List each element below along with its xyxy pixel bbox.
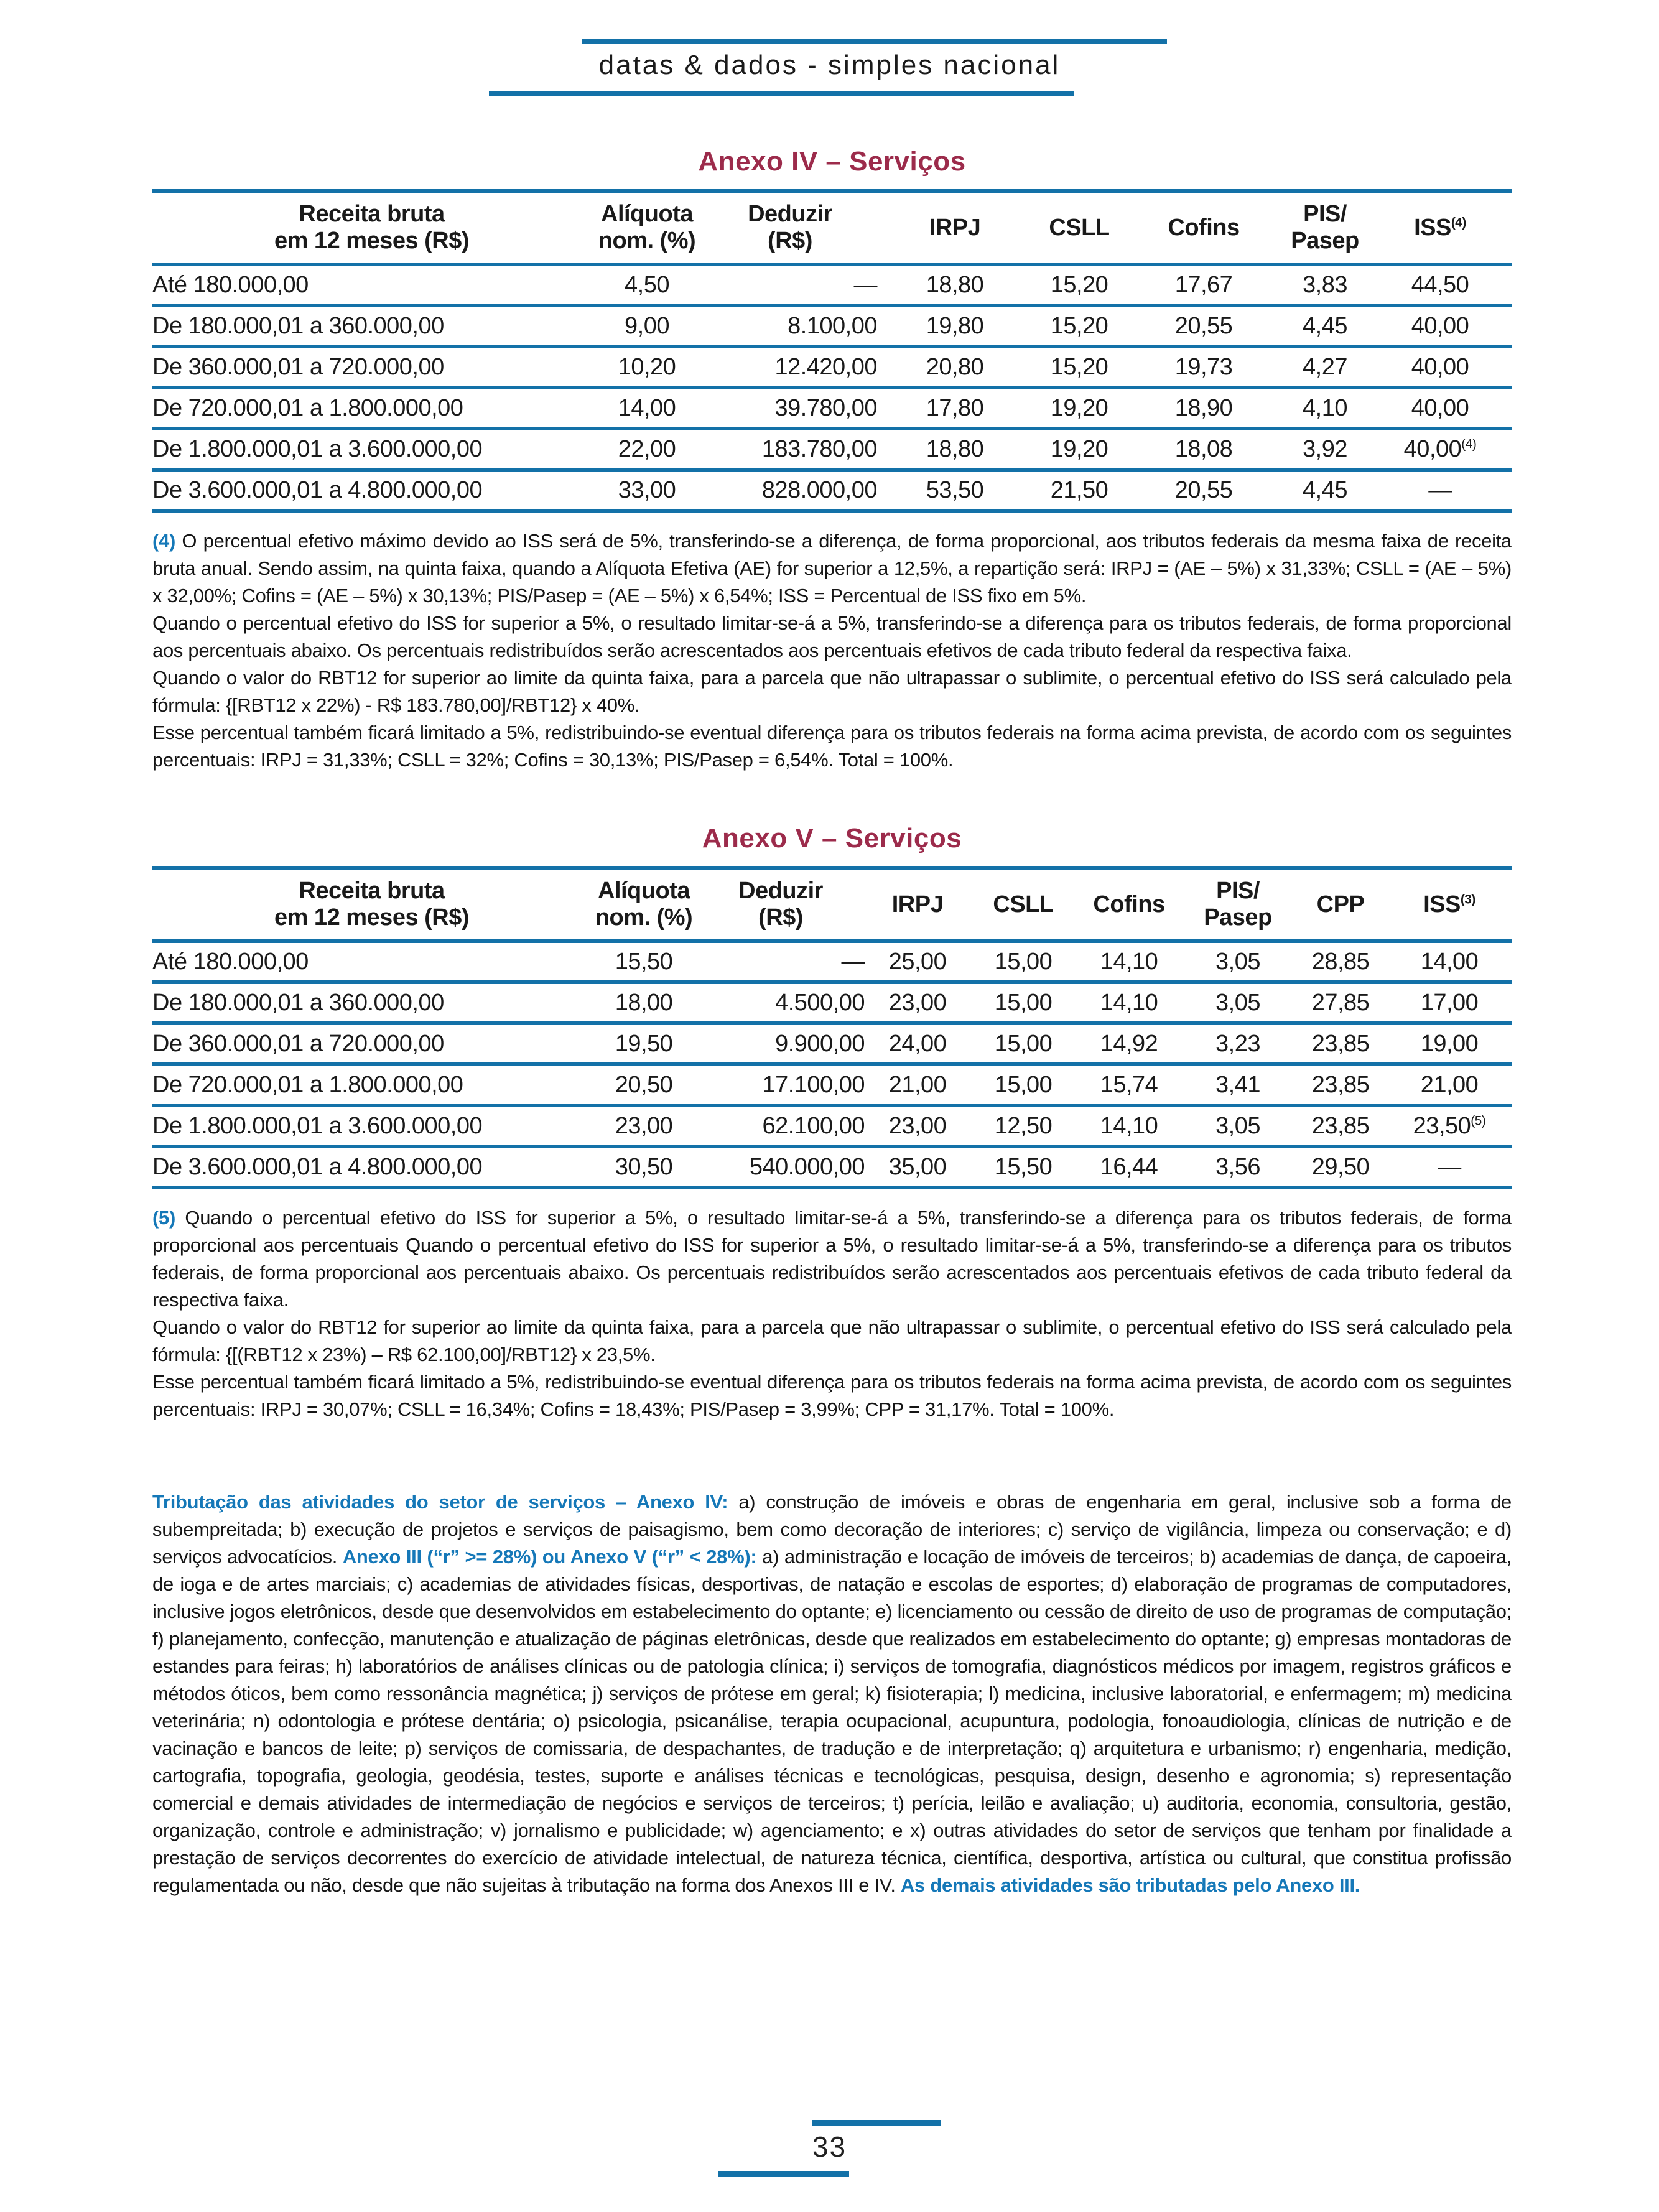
footnote-paragraph: Quando o valor do RBT12 for superior ao limite da quinta faixa, para a parcela que não ultrapassar o sublimite, o percentual efetivo do ISS será calculado pela fórmula: {[(RBT12 x 23%) – R$ 62.100,00]/RBT12} x 23,5%. (152, 1316, 1512, 1365)
activities-lead: Anexo III (“r” >= 28%) ou Anexo V (“r” < 28%): (342, 1546, 763, 1568)
table-row (152, 941, 1512, 982)
table-cell: 27,85 (1311, 989, 1370, 1016)
table-cell: 40,00 (1411, 394, 1469, 421)
table-cell: 15,20 (1050, 312, 1108, 339)
table-cell: 20,55 (1174, 312, 1233, 339)
table-cell: 20,50 (615, 1071, 673, 1098)
table-cell: 23,85 (1311, 1030, 1370, 1057)
table-cell: 14,00 (1420, 948, 1479, 975)
table-cell: 23,00 (888, 989, 947, 1016)
column-header: CPP (1316, 891, 1365, 918)
footnote-paragraph: Quando o percentual efetivo do ISS for superior a 5%, o resultado limitar-se-á a 5%, transferindo-se a diferença para os tributos federais, de forma proporcional aos percentuais abaixo. Os percentuais redistribuídos serão acrescentados aos percentuais efetivos de cada tributo federal da respectiva faixa. (152, 612, 1512, 661)
column-header: ISS$^{(3)}$ (1423, 891, 1475, 918)
table-cell: 4.500,00 (775, 989, 865, 1016)
footnote-reference: (3) (1460, 892, 1475, 907)
table-cell: 18,80 (926, 435, 984, 462)
table-cell: De 720.000,01 a 1.800.000,00 (152, 394, 463, 421)
table-cell: 16,44 (1100, 1153, 1158, 1180)
footnote-paragraph: (4) O percentual efetivo máximo devido ao ISS será de 5%, transferindo-se a diferença, de forma proporcional, aos tributos federais da mesma faixa de receita bruta anual. Sendo assim, na quinta faixa, quando a Alíquota Efetiva (AE) for superior a 12,5%, a repartição será: IRPJ = (AE – 5%) x 31,33%; CSLL = (AE – 5%) x 32,00%; Cofins = (AE – 5%) x 30,13%; PIS/Pasep = (AE – 5%) x 6,54%; ISS = Percentual de ISS fixo em 5%. (152, 530, 1512, 606)
table-row (152, 470, 1512, 511)
table-cell: 14,10 (1100, 1112, 1158, 1139)
table-cell: 15,20 (1050, 353, 1108, 380)
header-rule-top (582, 39, 1167, 44)
table-cell: 19,73 (1174, 353, 1233, 380)
table-cell: 3,05 (1215, 948, 1260, 975)
table-cell: 540.000,00 (749, 1153, 865, 1180)
table-cell: De 720.000,01 a 1.800.000,00 (152, 1071, 463, 1098)
table-cell: 17,00 (1420, 989, 1479, 1016)
header-row (152, 191, 1512, 264)
table-cell: De 3.600.000,01 a 4.800.000,00 (152, 1153, 483, 1180)
table-cell: De 360.000,01 a 720.000,00 (152, 353, 444, 380)
table-row (152, 264, 1512, 305)
footnote-paragraph: (5) Quando o percentual efetivo do ISS for superior a 5%, o resultado limitar-se-á a 5%, transferindo-se a diferença para os tributos federais, de forma proporcional aos percentuais Quando o percentual efetivo do ISS for superior a 5%, o resultado limitar-se-á a 5%, transferindo-se a diferença para os tributos federais, de forma proporcional aos percentuais abaixo. Os percentuais redistribuídos serão acrescentados aos percentuais efetivos de cada tributo federal da respectiva faixa. (152, 1207, 1512, 1311)
table-cell: 12,50 (994, 1112, 1053, 1139)
table-cell: 21,00 (888, 1071, 947, 1098)
section-anexo-v (152, 824, 1512, 1423)
table-cell: 14,10 (1100, 989, 1158, 1016)
table-row (152, 1023, 1512, 1064)
table-cell: 3,41 (1215, 1071, 1260, 1098)
table-cell: 18,00 (615, 989, 673, 1016)
table-cell: 40,00 (1411, 312, 1469, 339)
header-row (152, 868, 1512, 941)
table-cell: 4,10 (1303, 394, 1347, 421)
table-cell: 22,00 (618, 435, 676, 462)
table-cell: 4,45 (1303, 476, 1347, 503)
column-header: PIS/ Pasep (1291, 201, 1359, 254)
table-cell: 18,90 (1174, 394, 1233, 421)
table-cell: 15,00 (994, 948, 1053, 975)
table-row (152, 429, 1512, 470)
footer-rule-bottom (718, 2171, 849, 2177)
table-cell: 3,23 (1215, 1030, 1260, 1057)
table-cell: 17.100,00 (762, 1071, 865, 1098)
table-cell: 23,85 (1311, 1071, 1370, 1098)
footnote-paragraph: Esse percentual também ficará limitado a 5%, redistribuindo-se eventual diferença para os tributos federais na forma acima prevista, de acordo com os seguintes percentuais: IRPJ = 31,33%; CSLL = 32%; Cofins = 30,13%; PIS/Pasep = 6,54%. Total = 100%. (152, 722, 1512, 771)
table-cell: 21,00 (1420, 1071, 1479, 1098)
table-cell: 53,50 (926, 476, 984, 503)
table-row (152, 1146, 1512, 1187)
column-header: Receita bruta em 12 meses (R$) (274, 878, 470, 931)
anexo-v-title: Anexo V – Serviços (702, 823, 962, 853)
table-cell: 3,83 (1303, 271, 1347, 298)
table-cell: 14,10 (1100, 948, 1158, 975)
table-row (152, 982, 1512, 1023)
column-header: Cofins (1093, 891, 1165, 918)
table-cell: 15,00 (994, 989, 1053, 1016)
table-cell: 3,05 (1215, 1112, 1260, 1139)
table-cell: 28,85 (1311, 948, 1370, 975)
table-cell: 23,00 (888, 1112, 947, 1139)
table-cell: 39.780,00 (774, 394, 877, 421)
table-cell: 14,92 (1100, 1030, 1158, 1057)
footnote-reference: (5) (1471, 1113, 1486, 1128)
table-cell: 3,05 (1215, 989, 1260, 1016)
anexo-iv-title: Anexo IV – Serviços (698, 146, 966, 177)
table-row (152, 1105, 1512, 1146)
column-header: Alíquota nom. (%) (595, 878, 693, 931)
table-cell: De 3.600.000,01 a 4.800.000,00 (152, 476, 483, 503)
table-cell: 15,00 (994, 1071, 1053, 1098)
table-cell: 40,00$^{(4)}$ (1403, 435, 1477, 462)
anexo-v-footnote (152, 1204, 1512, 1423)
table-cell: 15,20 (1050, 271, 1108, 298)
table-cell: 29,50 (1311, 1153, 1370, 1180)
table-cell: 4,50 (625, 271, 669, 298)
table-cell: 19,50 (615, 1030, 673, 1057)
activities-lead: As demais atividades são tributadas pelo Anexo III. (900, 1874, 1360, 1896)
column-header: ISS$^{(4)}$ (1414, 214, 1466, 241)
activities-paragraph (152, 1489, 1512, 1899)
header-rule-bottom (489, 91, 1074, 96)
table-cell: Até 180.000,00 (152, 271, 309, 298)
anexo-iv-footnote (152, 527, 1512, 774)
table-cell: 15,50 (615, 948, 673, 975)
table-cell: De 360.000,01 a 720.000,00 (152, 1030, 444, 1057)
table-row (152, 346, 1512, 388)
table-cell: 19,80 (926, 312, 984, 339)
table-cell: De 180.000,01 a 360.000,00 (152, 989, 444, 1016)
table-cell: 33,00 (618, 476, 676, 503)
table-cell: 4,45 (1303, 312, 1347, 339)
table-cell: 20,55 (1174, 476, 1233, 503)
table-cell: 20,80 (926, 353, 984, 380)
table-cell: 3,56 (1215, 1153, 1260, 1180)
activities-lead: Tributação das atividades do setor de serviços – Anexo IV: (152, 1491, 739, 1513)
column-header: PIS/ Pasep (1204, 878, 1272, 931)
table-cell: 44,50 (1411, 271, 1469, 298)
table-cell: 23,50$^{(5)}$ (1413, 1112, 1486, 1139)
table-row (152, 1064, 1512, 1105)
table-cell: 24,00 (888, 1030, 947, 1057)
footnote-marker: (4) (152, 530, 182, 552)
column-header: CSLL (993, 891, 1054, 918)
page-number: 33 (812, 2131, 847, 2163)
table-cell: 18,80 (926, 271, 984, 298)
table-cell: 9,00 (625, 312, 669, 339)
table-cell: 8.100,00 (788, 312, 877, 339)
table-cell: 23,85 (1311, 1112, 1370, 1139)
content-column (152, 147, 1512, 1899)
table-cell: 40,00 (1411, 353, 1469, 380)
page-header-title: datas & dados - simples nacional (598, 50, 1061, 80)
table-cell: De 1.800.000,01 a 3.600.000,00 (152, 1112, 483, 1139)
table-cell: 9.900,00 (775, 1030, 865, 1057)
table-cell: De 180.000,01 a 360.000,00 (152, 312, 444, 339)
column-header: Cofins (1168, 214, 1240, 241)
column-header: Receita bruta em 12 meses (R$) (274, 201, 470, 254)
table-cell: 35,00 (888, 1153, 947, 1180)
table-cell: 15,00 (994, 1030, 1053, 1057)
table-cell: 18,08 (1174, 435, 1233, 462)
table-cell: 21,50 (1050, 476, 1108, 503)
table-cell: — (841, 948, 865, 975)
activities-text: a) administração e locação de imóveis de terceiros; b) academias de dança, de capoeira, de ioga e de artes marciais; c) academias de atividades físicas, desportivas, de natação e escolas de esportes; d) elaboração de programas de computadores, inclusive jogos eletrônicos, desde que desenvolvidos em estabelecimento do optante; e) licenciamento ou cessão de direito de uso de programas de computação; f) planejamento, confecção, manutenção e atualização de páginas eletrônicas, desde que realizados em estabelecimento do optante; g) empresas montadoras de estandes para feiras; h) laboratórios de análises clínicas ou de patologia clínica; i) serviços de tomografia, diagnósticos médicos por imagem, registros gráficos e métodos óticos, bem como ressonância magnética; j) serviços de prótese em geral; k) fisioterapia; l) medicina, inclusive laboratorial, e enfermagem; m) medicina veterinária; n) odontologia e prótese dentária; o) psicologia, psicanálise, terapia ocupacional, acupuntura, podologia, fonoaudiologia, clínicas de nutrição e de vacinação e bancos de leite; p) serviços de comissaria, de despachantes, de tradução e de interpretação; q) arquitetura e urbanismo; r) engenharia, medição, cartografia, topografia, geologia, geodésia, testes, suporte e análises técnicas e tecnológicas, pesquisa, design, desenho e agronomia; s) representação comercial e demais atividades de intermediação de negócios e serviços de terceiros; t) perícia, leilão e avaliação; u) auditoria, economia, consultoria, gestão, organização, controle e administração; v) jornalismo e publicidade; w) agenciamento; e x) outras atividades do setor de serviços que tenham por finalidade a prestação de serviços decorrentes do exercício de atividade intelectual, de natureza técnica, científica, desportiva, artística ou cultural, que constitua profissão regulamentada ou não, desde que não sujeitas à tributação na forma dos Anexos III e IV. (152, 1546, 1512, 1896)
table-cell: De 1.800.000,01 a 3.600.000,00 (152, 435, 483, 462)
column-header: Deduzir (R$) (748, 201, 832, 254)
table-cell: 12.420,00 (774, 353, 877, 380)
footnote-paragraph: Quando o valor do RBT12 for superior ao limite da quinta faixa, para a parcela que não ultrapassar o sublimite, o percentual efetivo do ISS será calculado pela fórmula: {[RBT12 x 22%) - R$ 183.780,00]/RBT12} x 40%. (152, 667, 1512, 716)
table-cell: — (1428, 476, 1452, 503)
footnote-reference: (4) (1451, 215, 1466, 230)
column-header: CSLL (1049, 214, 1110, 241)
footer-rule-top (812, 2120, 941, 2126)
table-cell: 10,20 (618, 353, 676, 380)
column-header: Alíquota nom. (%) (598, 201, 696, 254)
table-cell: 3,92 (1303, 435, 1347, 462)
table-cell: 62.100,00 (762, 1112, 865, 1139)
table-cell: 14,00 (618, 394, 676, 421)
table-cell: 17,80 (926, 394, 984, 421)
table-cell: 183.780,00 (761, 435, 877, 462)
table-cell: 15,50 (994, 1153, 1053, 1180)
anexo-v-table (152, 866, 1512, 1189)
table-cell: 19,20 (1050, 394, 1108, 421)
column-header: IRPJ (929, 214, 981, 241)
section-anexo-iv (152, 147, 1512, 774)
footnote-reference: (4) (1461, 436, 1477, 451)
footnote-paragraph: Esse percentual também ficará limitado a 5%, redistribuindo-se eventual diferença para os tributos federais na forma acima prevista, de acordo com os seguintes percentuais: IRPJ = 30,07%; CSLL = 16,34%; Cofins = 18,43%; PIS/Pasep = 3,99%; CPP = 31,17%. Total = 100%. (152, 1371, 1512, 1420)
table-cell: 30,50 (615, 1153, 673, 1180)
table-cell: 17,67 (1174, 271, 1233, 298)
footnote-marker: (5) (152, 1207, 185, 1229)
table-cell: Até 180.000,00 (152, 948, 309, 975)
anexo-iv-table (152, 189, 1512, 513)
table-row (152, 305, 1512, 346)
table-cell: — (853, 271, 877, 298)
table-cell: 19,20 (1050, 435, 1108, 462)
table-cell: 19,00 (1420, 1030, 1479, 1057)
column-header: Deduzir (R$) (738, 878, 823, 931)
table-cell: 828.000,00 (761, 476, 877, 503)
activities-text: a) construção de imóveis e obras de engenharia em geral, inclusive sob a forma de subempreitada; b) execução de projetos e serviços de paisagismo, bem como decoração de interiores; c) serviço de vigilância, limpeza ou conservação; e d) serviços advocatícios. (152, 1491, 1512, 1568)
table-row (152, 388, 1512, 429)
table-cell: 25,00 (888, 948, 947, 975)
table-cell: 15,74 (1100, 1071, 1158, 1098)
table-cell: 23,00 (615, 1112, 673, 1139)
table-cell: 4,27 (1303, 353, 1347, 380)
column-header: IRPJ (891, 891, 944, 918)
table-cell: — (1438, 1153, 1461, 1180)
